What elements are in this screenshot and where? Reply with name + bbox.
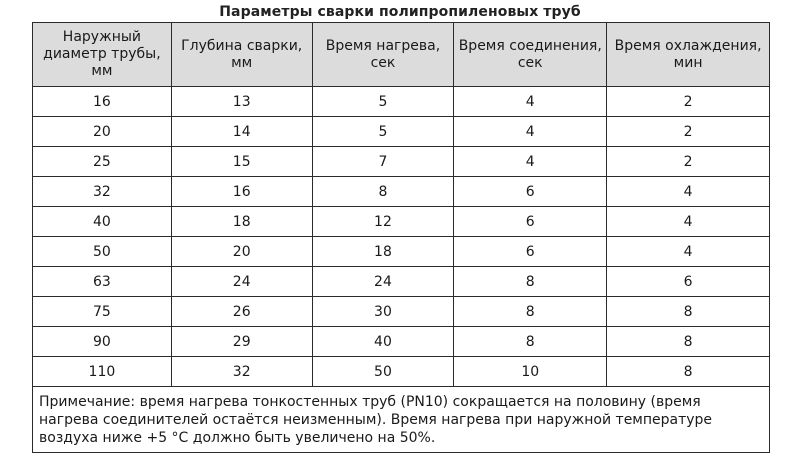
- cell-heating-time: 24: [312, 267, 454, 297]
- cell-weld-depth: 13: [171, 87, 312, 117]
- cell-joining-time: 8: [454, 267, 607, 297]
- cell-weld-depth: 29: [171, 327, 312, 357]
- cell-joining-time: 6: [454, 237, 607, 267]
- cell-joining-time: 4: [454, 147, 607, 177]
- cell-weld-depth: 26: [171, 297, 312, 327]
- cell-heating-time: 5: [312, 87, 454, 117]
- table-row: [33, 297, 770, 327]
- cell-cooling-time: 8: [607, 297, 770, 327]
- table-row: [33, 207, 770, 237]
- cell-outer-diameter: 20: [33, 117, 172, 147]
- cell-joining-time: 6: [454, 207, 607, 237]
- table-row: [33, 177, 770, 207]
- cell-joining-time: 4: [454, 87, 607, 117]
- cell-outer-diameter: 75: [33, 297, 172, 327]
- table-row: [33, 357, 770, 387]
- cell-cooling-time: 8: [607, 357, 770, 387]
- cell-joining-time: 8: [454, 327, 607, 357]
- cell-outer-diameter: 16: [33, 87, 172, 117]
- cell-outer-diameter: 40: [33, 207, 172, 237]
- cell-heating-time: 40: [312, 327, 454, 357]
- cell-cooling-time: 2: [607, 87, 770, 117]
- cell-weld-depth: 16: [171, 177, 312, 207]
- cell-heating-time: 7: [312, 147, 454, 177]
- cell-outer-diameter: 110: [33, 357, 172, 387]
- table-note-row: [33, 387, 770, 453]
- cell-joining-time: 6: [454, 177, 607, 207]
- cell-outer-diameter: 25: [33, 147, 172, 177]
- cell-cooling-time: 6: [607, 267, 770, 297]
- cell-joining-time: 4: [454, 117, 607, 147]
- header-heating-time: Время нагрева, сек: [312, 23, 454, 87]
- table-row: [33, 147, 770, 177]
- cell-cooling-time: 2: [607, 117, 770, 147]
- cell-heating-time: 50: [312, 357, 454, 387]
- cell-heating-time: 12: [312, 207, 454, 237]
- cell-joining-time: 8: [454, 297, 607, 327]
- table-row: [33, 117, 770, 147]
- cell-heating-time: 5: [312, 117, 454, 147]
- table-note: Примечание: время нагрева тонкостенных труб (PN10) сокращается на половину (время нагрева соединителей остаётся неизменным). Время нагрева при наружной температуре воздуха ниже +5 °C должно быть увеличено на 50%.: [33, 387, 770, 453]
- cell-weld-depth: 18: [171, 207, 312, 237]
- cell-outer-diameter: 32: [33, 177, 172, 207]
- cell-cooling-time: 4: [607, 237, 770, 267]
- cell-weld-depth: 24: [171, 267, 312, 297]
- cell-weld-depth: 20: [171, 237, 312, 267]
- cell-joining-time: 10: [454, 357, 607, 387]
- cell-heating-time: 30: [312, 297, 454, 327]
- cell-cooling-time: 4: [607, 177, 770, 207]
- table-row: [33, 327, 770, 357]
- cell-cooling-time: 8: [607, 327, 770, 357]
- table-row: [33, 237, 770, 267]
- cell-cooling-time: 4: [607, 207, 770, 237]
- header-outer-diameter: Наружный диаметр трубы, мм: [33, 23, 172, 87]
- header-joining-time: Время соединения, сек: [454, 23, 607, 87]
- cell-outer-diameter: 90: [33, 327, 172, 357]
- welding-parameters-table: [32, 22, 770, 453]
- table-row: [33, 87, 770, 117]
- table-header-row: [33, 23, 770, 87]
- table-row: [33, 267, 770, 297]
- cell-weld-depth: 14: [171, 117, 312, 147]
- cell-heating-time: 8: [312, 177, 454, 207]
- header-cooling-time: Время охлаждения, мин: [607, 23, 770, 87]
- header-weld-depth: Глубина сварки, мм: [171, 23, 312, 87]
- cell-outer-diameter: 50: [33, 237, 172, 267]
- cell-heating-time: 18: [312, 237, 454, 267]
- cell-cooling-time: 2: [607, 147, 770, 177]
- cell-weld-depth: 32: [171, 357, 312, 387]
- table-title: Параметры сварки полипропиленовых труб: [219, 4, 581, 20]
- cell-weld-depth: 15: [171, 147, 312, 177]
- cell-outer-diameter: 63: [33, 267, 172, 297]
